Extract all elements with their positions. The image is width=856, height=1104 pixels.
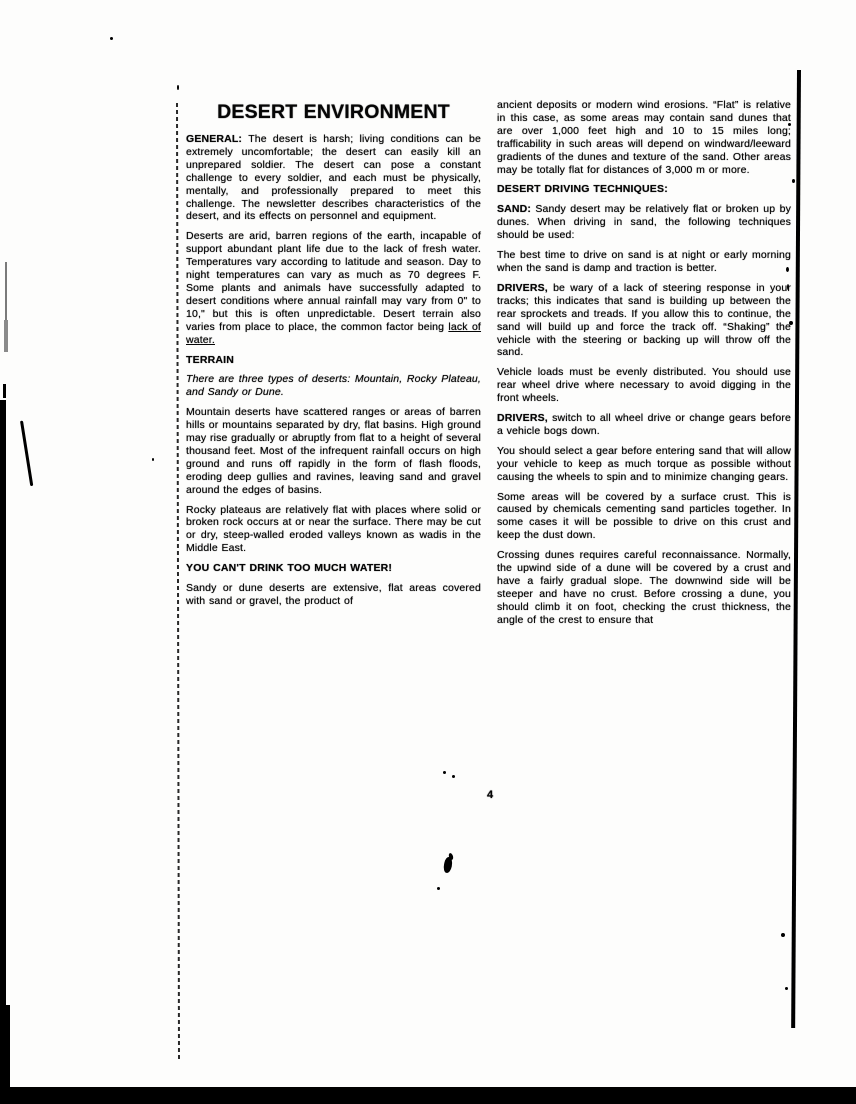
- paragraph: SAND: Sandy desert may be relatively flat or broken up by dunes. When driving in sand, the following techniques should be used:: [497, 203, 791, 242]
- paragraph-lead: DRIVERS,: [497, 281, 554, 294]
- paragraph: Crossing dunes requires careful reconnaissance. Normally, the upwind side of a dune will be covered by a crust and have a fairly gradual slope. The downwind side will be steeper and have no crust. Before crossing a dune, you should climb it on foot, checking the crust thickness, the angle of the crest to ensure that: [497, 549, 791, 626]
- ink-speck: [152, 458, 154, 461]
- ink-speck: [110, 37, 113, 40]
- section-heading: YOU CAN'T DRINK TOO MUCH WATER!: [186, 562, 393, 575]
- paragraph: GENERAL: The desert is harsh; living conditions can be extremely uncomfortable; the desert can easily kill an unprepared soldier. The desert can pose a constant challenge to every soldier, and each must be physically, mentally, and professionally prepared to meet this challenge. The newsletter describes characteristics of the desert, and its effects on personnel and equipment.: [186, 133, 482, 223]
- left-scan-edge-mark: [4, 320, 8, 352]
- page-number: 4: [487, 789, 494, 801]
- left-margin-dashed-line: [176, 103, 180, 1060]
- ink-speck: [177, 85, 179, 90]
- ink-speck: [785, 987, 788, 990]
- left-scan-edge-mark: [5, 262, 7, 320]
- ink-speck: [781, 933, 785, 937]
- ink-speck: [452, 775, 455, 778]
- section-heading: DESERT DRIVING TECHNIQUES:: [497, 183, 668, 196]
- paragraph: DRIVERS, switch to all wheel drive or change gears before a vehicle bogs down.: [497, 412, 791, 437]
- paragraph: Rocky plateaus are relatively flat with places where solid or broken rock occurs at or near the surface. There may be cut or dry, steep-walled eroded valleys known as wadis in the Middle East.: [186, 503, 481, 555]
- paragraph: There are three types of deserts: Mountain, Rocky Plateau, and Sandy or Dune.: [186, 373, 481, 399]
- paragraph: The best time to drive on sand is at night or early morning when the sand is damp and traction is better.: [497, 249, 791, 274]
- paragraph: DRIVERS, be wary of a lack of steering response in your tracks; this indicates that sand is building up between the rear sprockets and treads. If you allow this to continue, the sand will build up and force the track off. “Shaking” the vehicle with the steering or backing up will throw off the sand.: [497, 281, 791, 359]
- paragraph: ancient deposits or modern wind erosions. “Flat” is relative in this case, as some areas may contain sand dunes that are over 1,000 feet high and 10 to 15 miles long; trafficability in such areas will depend on windward/leeward gradients of the dunes and texture of the sand. Other areas may be totally flat for distances of 3,000 m or more.: [497, 99, 791, 176]
- paragraph: You should select a gear before entering sand that will allow your vehicle to keep as much torque as possible without causing the wheels to spin and to minimize changing gears.: [497, 444, 791, 483]
- ink-speck: [437, 887, 440, 890]
- pen-stroke-mark: [20, 421, 33, 487]
- paragraph: Mountain deserts have scattered ranges or areas of barren hills or mountains separated by dry, flat basins. High ground may rise gradually or abruptly from flat to a height of several thousand feet. Most of the infrequent rainfall occurs on high ground and runs off rapidly in the form of flash floods, eroding deep gullies and ravines, leaving sand and gravel around the edges of basins.: [186, 406, 482, 496]
- document-title: DESERT ENVIRONMENT: [217, 101, 450, 123]
- paragraph: Sandy or dune deserts are extensive, flat areas covered with sand or gravel, the product of: [186, 582, 481, 607]
- section-heading: TERRAIN: [186, 353, 235, 366]
- paragraph-lead: DRIVERS,: [497, 412, 553, 425]
- paragraph: Deserts are arid, barren regions of the earth, incapable of support abundant plant life due to the lack of fresh water. Temperatures vary according to latitude and season. Day to night temperatures can vary as much as 70 degrees F. Some plants and animals have successfully adapted to desert conditions where annual rainfall may vary from 0" to 10," but this is often unpredictable. Desert terrain also varies from place to place, the common factor being lack of water.: [186, 230, 482, 346]
- paragraph: Vehicle loads must be evenly distributed. You should use rear wheel drive where necessary to avoid digging in the front wheels.: [497, 366, 791, 405]
- paragraph-lead: GENERAL:: [186, 133, 249, 145]
- left-scan-edge-bar: [0, 400, 6, 1104]
- underlined-text: lack of water.: [186, 320, 482, 346]
- paragraph-lead: SAND:: [497, 203, 536, 216]
- bottom-scan-band: [0, 1087, 856, 1104]
- ink-speck: [792, 179, 795, 183]
- left-scan-edge-mark: [3, 384, 6, 398]
- left-text-column: [186, 101, 481, 615]
- paragraph: Some areas will be covered by a surface crust. This is caused by chemicals cementing sand particles together. In some cases it will be possible to drive on this crust and keep the dust down.: [497, 490, 791, 542]
- ink-speck: [443, 771, 446, 774]
- right-text-column: [497, 99, 791, 634]
- right-page-edge-line: [791, 70, 801, 1028]
